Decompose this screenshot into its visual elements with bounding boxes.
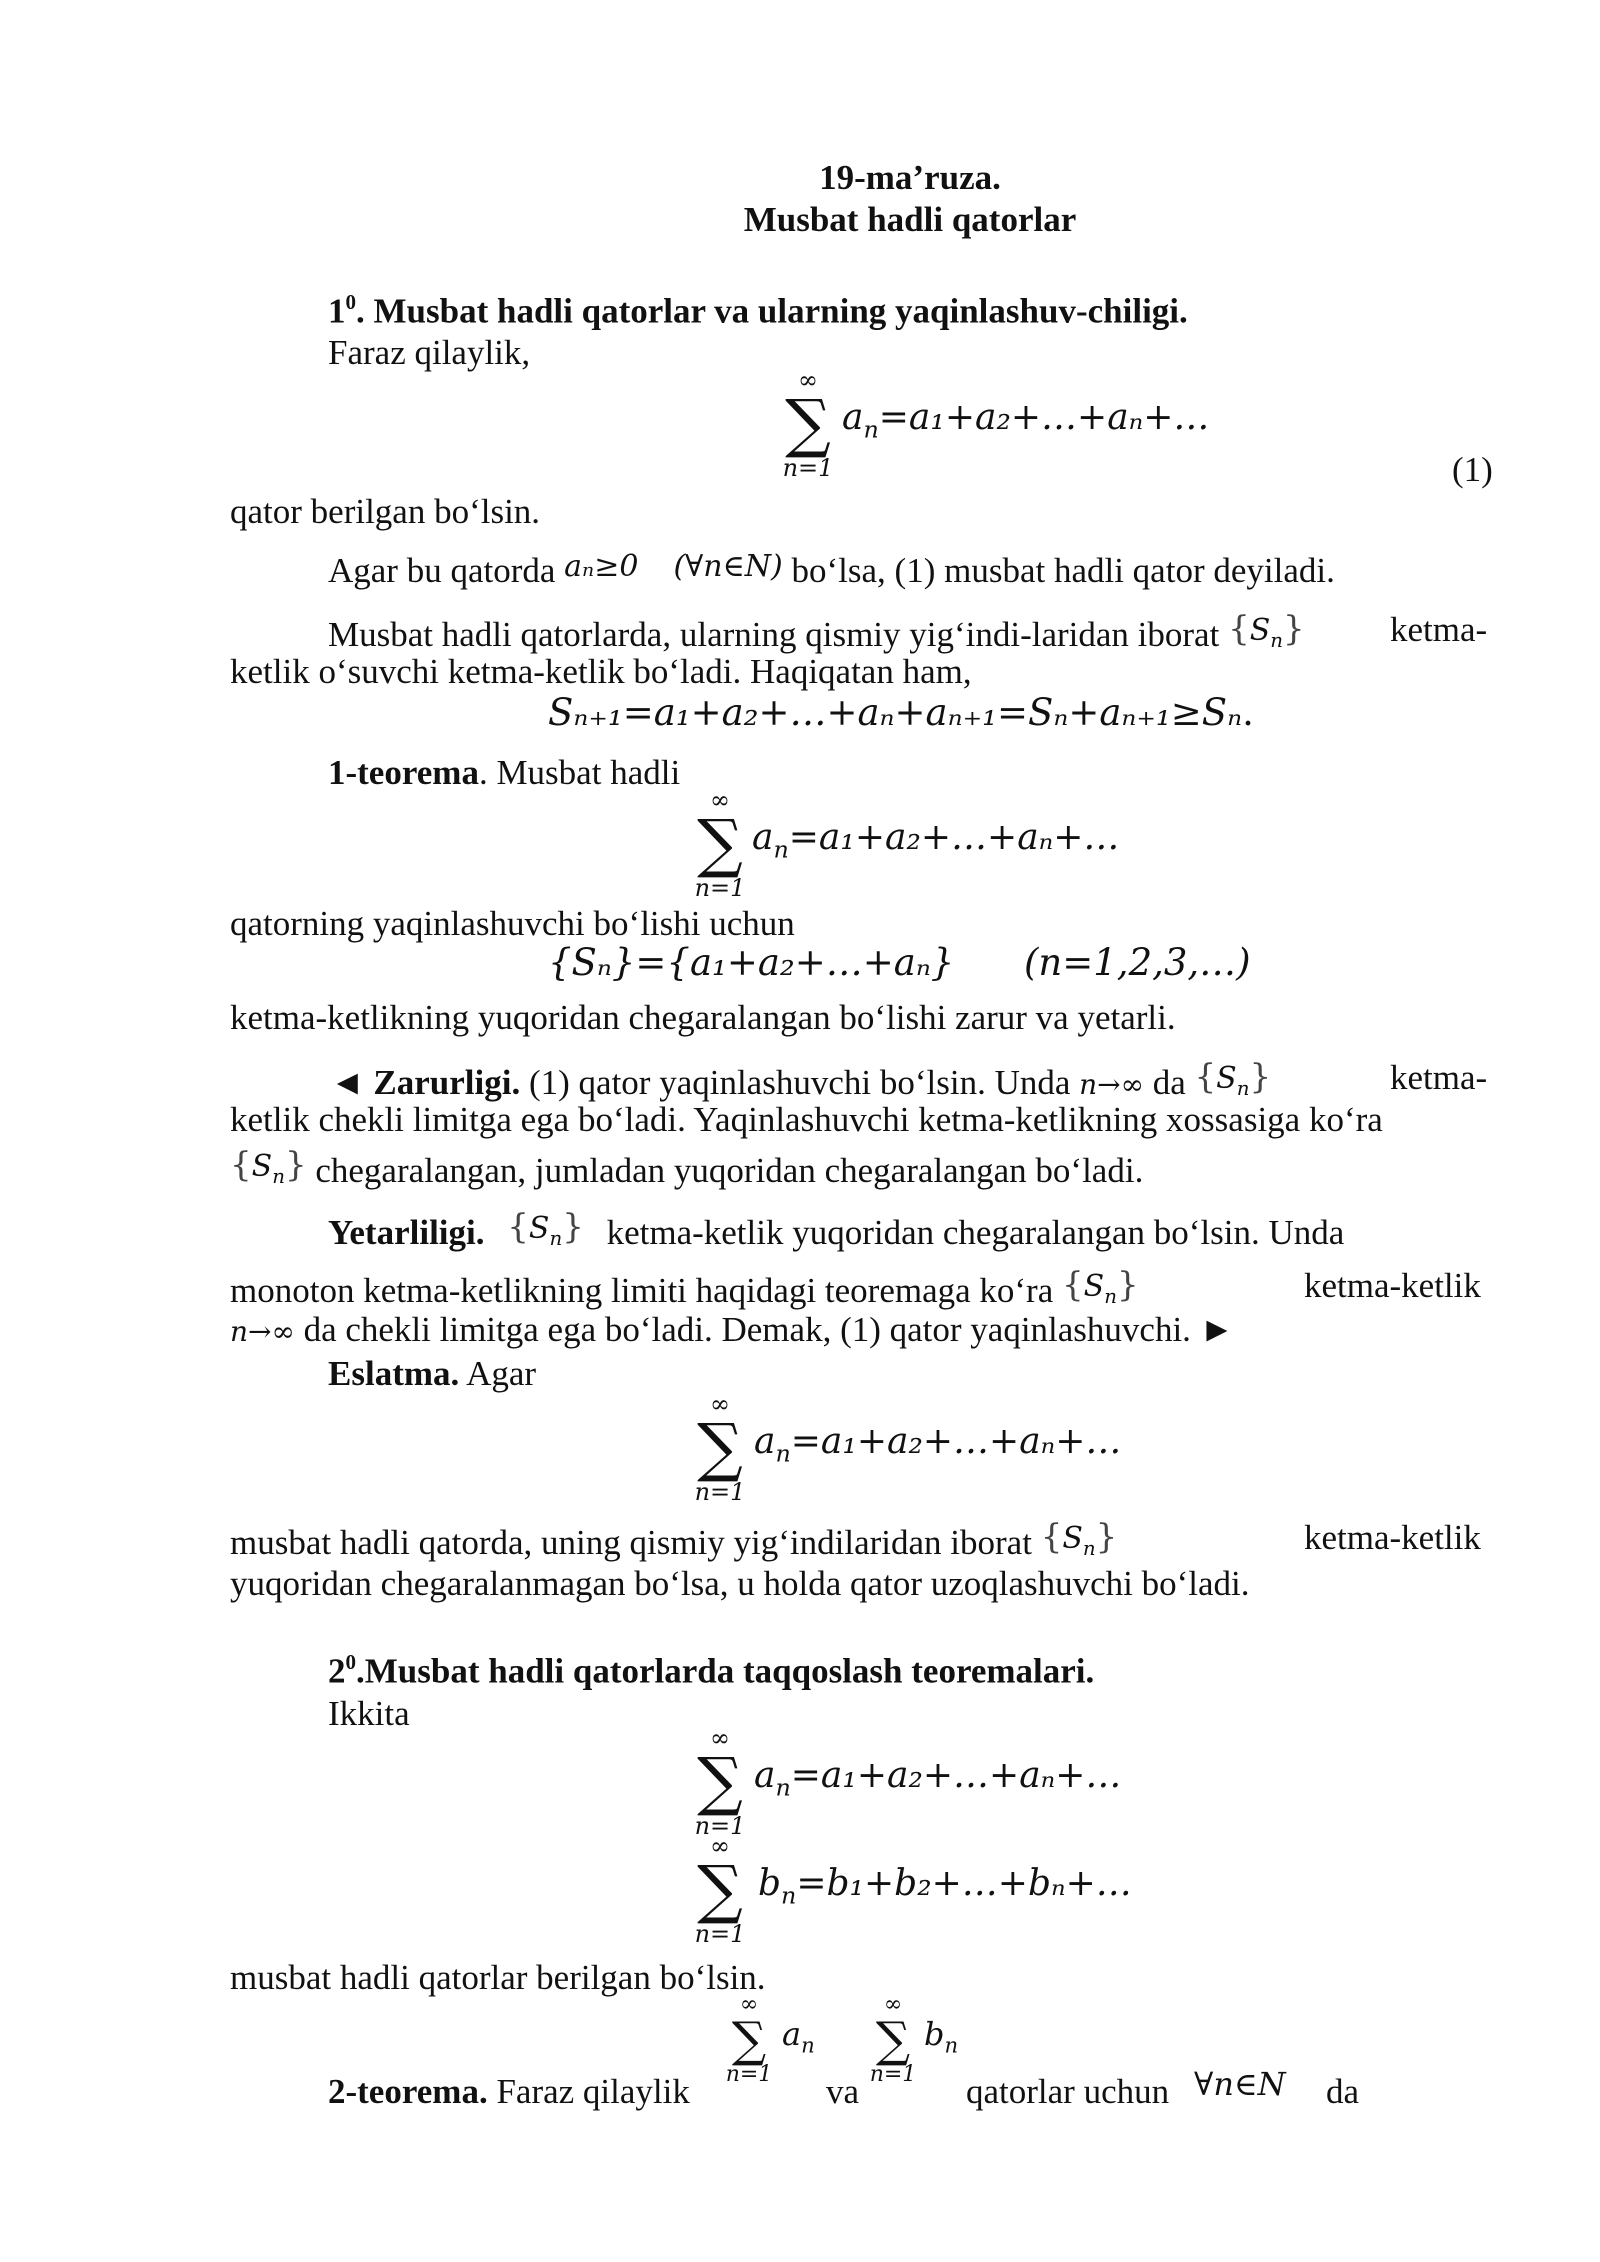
partial-sums-line2: ketlik o‘suvchi ketma-ketlik bo‘ladi. Haqiqatan ham, bbox=[230, 652, 972, 691]
series-a-sum: ∞ ∑ n=1 bbox=[694, 1724, 746, 1840]
section-2-after: musbat hadli qatorlar berilgan bo‘lsin. bbox=[230, 1958, 766, 1997]
note-intro: Eslatma. Agar bbox=[328, 1354, 537, 1393]
partial-sums-hyphen: ketma- bbox=[1390, 610, 1488, 649]
section-2-heading: $2^0.Musbat$ hadli qatorlarda taqqoslash teoremalari. bbox=[328, 1650, 1095, 1691]
th2-sum-b: ∞ ∑ n=1 bbox=[869, 1992, 917, 2087]
necessity-line3: $\{S_n\}$ chegaralangan, jumladan yuqoridan chegaralangan bo‘ladi. bbox=[230, 1145, 1144, 1190]
section-1-heading: $1^0$. Musbat hadli qatorlar va ularning yaqinlashuv-chiligi. bbox=[328, 290, 1188, 331]
th1-sum: ∞ ∑ n=1 bbox=[694, 786, 746, 902]
eq1-label: (1) bbox=[1452, 450, 1493, 489]
sufficiency-line3: n→∞ da chekli limitga ega bo‘ladi. Demak, (1) qator yaqinlashuvchi. ► bbox=[230, 1310, 1235, 1349]
partial-sums-line1: Musbat hadli qatorlarda, ularning qismiy yig‘indi-laridan iborat $\{S_n\}$ bbox=[328, 609, 1305, 654]
theorem-2-label-line: 2-teorema. Faraz qilaylik bbox=[328, 2072, 690, 2111]
note-expression: $a_n=a_1+a_2+\dots+a_n+\dots$ bbox=[754, 1421, 1122, 1468]
necessity-hyphen: ketma- bbox=[1390, 1058, 1488, 1097]
cond-math-nonneg: aₙ≥0 bbox=[564, 549, 639, 584]
series-a-expression: $a_n=a_1+a_2+\dots+a_n+\dots$ bbox=[754, 1755, 1122, 1802]
note-line2: yuqoridan chegaralanmagan bo‘lsa, u holda qator uzoqlashuvchi bo‘ladi. bbox=[230, 1564, 1250, 1603]
note-line1: musbat hadli qatorda, uning qismiy yig‘indilaridan iborat $\{S_n\}$ bbox=[230, 1517, 1118, 1562]
after-eq1-text: qator berilgan bo‘lsin. bbox=[230, 492, 541, 531]
necessity-line1: ◄ Zarurligi. (1) qator yaqinlashuvchi bo‘lsin. Unda n→∞ da $\{S_n\}$ bbox=[330, 1057, 1272, 1102]
th1-expression: $a_n=a_1+a_2+\dots+a_n+\dots$ bbox=[752, 817, 1120, 864]
th2-term-a: $a_n$ bbox=[782, 2015, 815, 2058]
sufficiency-line2-end: ketma-ketlik bbox=[1304, 1266, 1481, 1305]
theorem-1-range: (n=1,2,3,…) bbox=[1024, 941, 1251, 984]
sufficiency-line1: Yetarliligi. $\{S_n\}$ ketma-ketlik yuqoridan chegaralangan bo‘lsin. Unda bbox=[328, 1207, 1345, 1252]
theorem-1-condition: qatorning yaqinlashuvchi bo‘lishi uchun bbox=[230, 904, 795, 943]
seq-Sn: $\{S_n\}$ bbox=[1228, 609, 1305, 652]
lecture-number: 19-ma’ruza. bbox=[819, 158, 1001, 197]
section-1-intro: Faraz qilaylik, bbox=[328, 333, 531, 372]
necessity-line2: ketlik chekli limitga ega bo‘ladi. Yaqinlashuvchi ketma-ketlikning xossasiga ko‘ra bbox=[230, 1100, 1383, 1139]
theorem-2-for: qatorlar uchun bbox=[966, 2072, 1170, 2111]
theorem-1-statement-end: ketma-ketlikning yuqoridan chegaralangan bo‘lishi zarur va yetarli. bbox=[230, 998, 1176, 1037]
theorem-2-da: da bbox=[1326, 2072, 1360, 2111]
theorem-1-sequence: {Sₙ}={a₁+a₂+…+aₙ} bbox=[548, 941, 955, 984]
partial-sum-inequality: Sₙ₊₁=a₁+a₂+…+aₙ+aₙ₊₁=Sₙ+aₙ₊₁≥Sₙ. bbox=[548, 691, 1254, 734]
series-b-sum: ∞ ∑ n=1 bbox=[694, 1832, 746, 1948]
th2-term-b: $b_n$ bbox=[924, 2015, 959, 2058]
series-b-expression: $b_n=b_1+b_2+\dots+b_n+\dots$ bbox=[758, 1863, 1132, 1910]
eq1-expression: $a_n=a_1+a_2+\dots+a_n+\dots$ bbox=[842, 397, 1210, 444]
cond-math-forall: (∀n∈N) bbox=[673, 549, 783, 584]
eq1-sum: ∞ ∑ n=1 bbox=[782, 366, 834, 482]
section-2-intro: Ikkita bbox=[328, 1694, 410, 1733]
theorem-1-intro: 1-teorema. Musbat hadli bbox=[328, 753, 681, 792]
th2-sum-a: ∞ ∑ n=1 bbox=[725, 1992, 773, 2087]
condition-line: Agar bu qatorda aₙ≥0 (∀n∈N) bo‘lsa, (1) musbat hadli qator deyiladi. bbox=[328, 549, 1335, 590]
theorem-2-va: va bbox=[826, 2072, 860, 2111]
note-line1-end: ketma-ketlik bbox=[1304, 1518, 1481, 1557]
sufficiency-line2: monoton ketma-ketlikning limiti haqidagi teoremaga ko‘ra $\{S_n\}$ bbox=[230, 1265, 1139, 1310]
note-sum: ∞ ∑ n=1 bbox=[694, 1390, 746, 1506]
theorem-2-forall: ∀n∈N bbox=[1194, 2065, 1286, 2103]
lecture-title: Musbat hadli qatorlar bbox=[743, 200, 1077, 239]
